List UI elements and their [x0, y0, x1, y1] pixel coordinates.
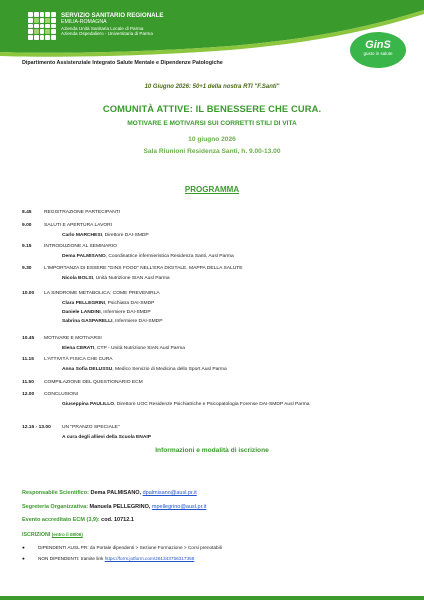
program-speaker: [62, 435, 151, 440]
program-activity: L'ATTIVITÀ FISICA CHE CURA: [44, 357, 113, 362]
program-time: 11.15: [22, 357, 34, 362]
speaker-role: , CTP - Unità Nutrizione SIAN Ausl Parma: [94, 346, 185, 351]
seg-email-link[interactable]: mpellegrino@ausl.pr.it: [151, 504, 207, 510]
program-activity: INTRODUZIONE AL SEMINARIO: [44, 244, 117, 249]
org-line2: EMILIA-ROMAGNA: [61, 19, 107, 26]
speaker-role: , Coordinatrice infermieristica Residenza Santi, Ausl Parma: [105, 254, 234, 259]
footer-bar: [0, 596, 424, 600]
program-time: 10.45: [22, 336, 35, 341]
event-title: COMUNITÀ ATTIVE: IL BENESSERE CHE CURA.: [102, 103, 322, 114]
program-activity: COMPILAZIONE DEL QUESTIONARIO ECM: [44, 380, 143, 385]
event-date-line: 10 Giugno 2026: 50+1 della nostra RTI "F.Santi": [144, 84, 280, 90]
gins-logo-text: GinS: [365, 39, 391, 51]
program-activity: L'IMPORTANZA DI ESSERE "GINS FOOD" NELL'ERA DIGITALE. MAPPA DELLA SALUTE: [44, 266, 243, 271]
program-time: 9.30: [22, 266, 32, 271]
event-location: Sala Riunioni Residenza Santi, h. 9.00-13.00: [143, 148, 281, 155]
iscrizioni-heading: [22, 532, 83, 538]
speaker-role: , Medico Servizio di Medicina dello Sport Ausl Parma: [112, 367, 227, 372]
speaker-role: , Direttore DAI-SMDP: [101, 233, 149, 238]
speaker-name: Giuseppina PAULILLO: [62, 402, 115, 407]
speaker-role: , Psichiatra DAI-SMDP: [104, 301, 155, 306]
resp-name: Dema PALMISANO,: [88, 490, 143, 496]
speaker-role: , Infermiere DAI-SMDP: [112, 319, 163, 324]
speaker-role: , Direttore UOC Residenze Psichiatriche e Psicopatologia Forense DAI-SMDP Ausl Parma: [114, 402, 310, 407]
bullet-icon: ●: [22, 545, 25, 550]
speaker-name: Clara PELLEGRINI: [62, 301, 105, 306]
speaker-role: , Infermiere DAI-SMDP: [100, 310, 151, 315]
ssr-logo-icon: [28, 12, 56, 40]
bullet-dipendenti: [22, 545, 222, 550]
program-speaker: [62, 233, 149, 238]
program-time: 12.15 - 13.00: [22, 425, 51, 430]
program-speaker: [62, 301, 154, 306]
program-heading: PROGRAMMA: [184, 185, 240, 194]
bullet-dipendenti-text: DIPENDENTI AUSL PR: da Portale dipendenti > Sezione Formazione > Corsi prenotabili: [38, 545, 222, 550]
program-activity: REGISTRAZIONE PARTECIPANTI: [44, 210, 121, 215]
program-speaker: [62, 310, 151, 315]
program-time: 8.45: [22, 210, 32, 215]
program-time: 11.50: [22, 380, 34, 385]
org-line3: Azienda Unità Sanitaria Locale di Parma: [61, 25, 144, 31]
seg-label: Segreteria Organizzativa:: [22, 504, 89, 510]
program-speaker: [62, 276, 170, 281]
iscrizioni-deadline: (entro il 08/06): [51, 532, 83, 537]
event-date: 10 giugno 2026: [188, 136, 236, 143]
speaker-name: Elena CERATI: [62, 346, 95, 351]
info-heading: Informazioni e modalità di iscrizione: [155, 447, 269, 454]
ecm-line: [22, 517, 134, 523]
speaker-name: A cura degli allievi della Scuola ENAIP: [62, 435, 151, 440]
bullet-icon: ●: [22, 556, 25, 561]
event-subtitle: MOTIVARE E MOTIVARSI SUI CORRETTI STILI DI VITA: [127, 120, 297, 127]
program-activity: UN "PRANZO SPECIALE": [62, 425, 120, 430]
speaker-name: Carlo MARCHESI: [62, 233, 102, 238]
program-speaker: [62, 402, 309, 407]
program-speaker: [62, 367, 227, 372]
program-activity: CONCLUSIONI: [44, 392, 78, 397]
seg-name: Manuela PELLEGRINO,: [88, 504, 152, 510]
program-activity: LA SINDROME METABOLICA: COME PREVENIRLA: [44, 291, 160, 296]
iscrizioni-label: ISCRIZIONI: [22, 532, 51, 538]
speaker-name: Sabrina GASPARELLI: [62, 319, 113, 324]
org-line4: Azienda Ospedaliero - Universitaria di Parma: [61, 31, 153, 37]
resp-email-link[interactable]: dpalmisano@ausl.pr.it: [142, 490, 197, 496]
program-activity: MOTIVARE E MOTIVARSI: [44, 336, 102, 341]
program-speaker: [62, 346, 185, 351]
ecm-code: cod. 10712.1: [99, 517, 134, 523]
program-speaker: [62, 319, 162, 324]
program-time: 12.00: [22, 392, 35, 397]
program-time: 9.00: [22, 223, 32, 228]
speaker-name: Daniele LANDINI: [62, 310, 101, 315]
department-name: Dipartimento Assistenziale Integrato Salute Mentale e Dipendenze Patologiche: [22, 60, 223, 66]
responsabile-line: [22, 490, 197, 496]
bullet-non-dipendenti: [22, 556, 194, 561]
speaker-name: Dema PALMISANO: [62, 254, 106, 259]
bullet-non-dipendenti-text: NON DIPENDENTI: tramite link: [38, 556, 105, 561]
ecm-label: Evento accreditato ECM (3,9):: [22, 517, 100, 523]
org-line1: SERVIZIO SANITARIO REGIONALE: [61, 12, 164, 19]
program-time: 10.00: [22, 291, 35, 296]
resp-label: Responsabile Scientifico:: [22, 490, 89, 496]
speaker-role: , Unità Nutrizione SIAN Ausl Parma: [92, 276, 170, 281]
program-time: 9.15: [22, 244, 32, 249]
program-speaker: [62, 254, 234, 259]
speaker-name: Nicola BOLSI: [62, 276, 93, 281]
jotform-link[interactable]: https://form.jotform.com/261343756317358: [104, 556, 195, 561]
gins-tagline: gusto in salute: [363, 51, 393, 56]
program-activity: SALUTI E APERTURA LAVORI: [44, 223, 113, 228]
gins-logo: [350, 32, 406, 68]
ssr-logo: [28, 12, 164, 40]
segreteria-line: [22, 504, 206, 510]
speaker-name: Anna Sofia DELUSSU: [62, 367, 113, 372]
